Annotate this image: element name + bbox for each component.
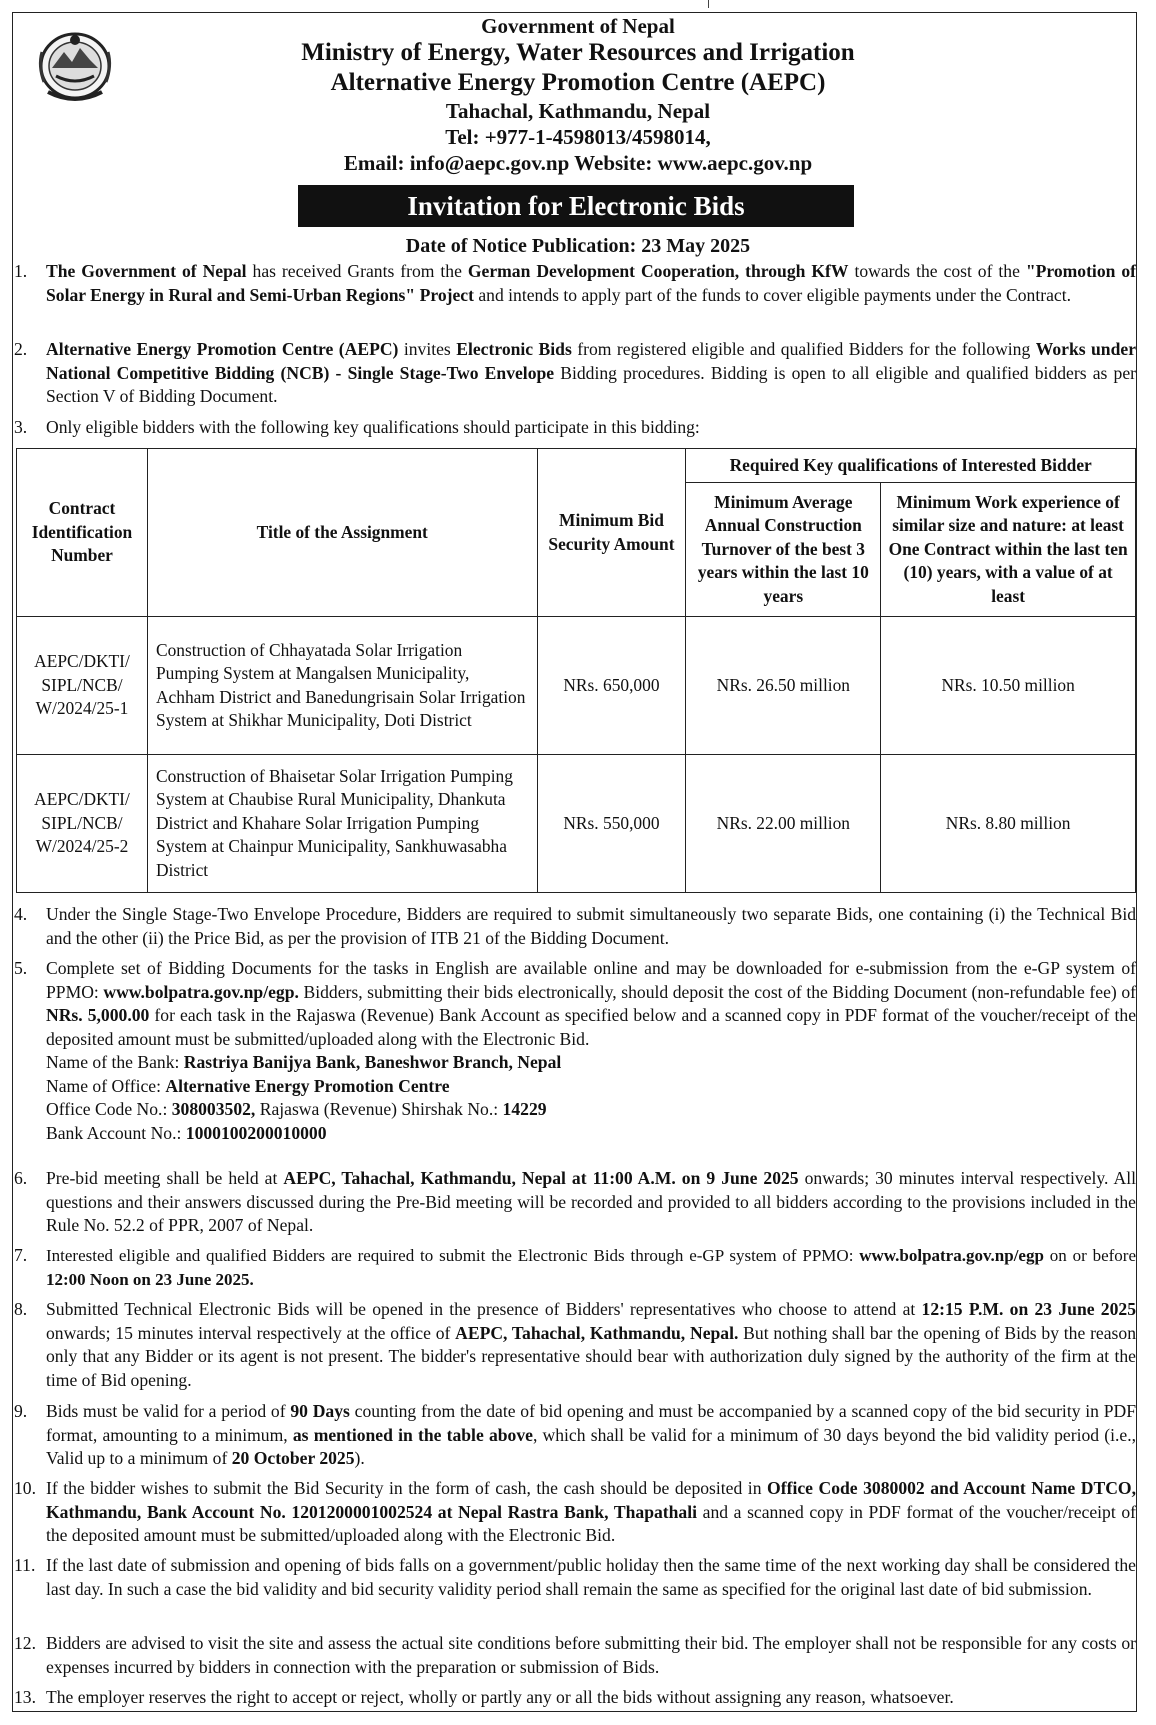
clause-text: Under the Single Stage-Two Envelope Procedure, Bidders are required to submit simultaneously two separate Bids, one containing (i) the Technical Bid and the other (ii) the Price Bid, as per the provision of ITB 21 of the Bidding Document. <box>46 904 1136 948</box>
clause-text: The Government of Nepal has received Grants from the German Development Cooperation, through KfW towards the cost of the "Promotion of Solar Energy in Rural and Semi-Urban Regions" Project and intends to apply part of the funds to cover eligible payments under the Contract. <box>46 261 1136 305</box>
clause-text: Bids must be valid for a period of 90 Days counting from the date of bid opening and must be accompanied by a scanned copy of the bid security in PDF format, amounting to a minimum, as mentioned in the table above, which shall be valid for a minimum of 30 days beyond the bid validity period (i.e., Valid up to a minimum of 20 October 2025). <box>46 1401 1137 1468</box>
header-required-qualifications: Required Key qualifications of Interested Bidder <box>686 449 1136 483</box>
clause-9 <box>14 1400 1136 1471</box>
header-contract-id: Contract Identification Number <box>17 449 148 617</box>
experience-cell: NRs. 8.80 million <box>881 755 1136 893</box>
clause-13 <box>14 1686 1136 1710</box>
clause-10 <box>14 1477 1136 1548</box>
clause-1 <box>14 260 1136 307</box>
clause-3 <box>14 416 1136 440</box>
contract-id-cell: AEPC/DKTI/ SIPL/NCB/ W/2024/25-2 <box>17 755 148 893</box>
clause-number: 13. <box>14 1687 36 1707</box>
experience-cell: NRs. 10.50 million <box>881 617 1136 755</box>
contract-id-cell: AEPC/DKTI/ SIPL/NCB/ W/2024/25-1 <box>17 617 148 755</box>
security-cell: NRs. 550,000 <box>537 755 686 893</box>
clause-text: Submitted Technical Electronic Bids will be opened in the presence of Bidders' representatives who choose to attend at 12:15 P.M. on 23 June 2025 onwards; 15 minutes interval respectively at the office of AEPC, Tahachal, Kathmandu, Nepal. But nothing shall bar the opening of Bids by the reason only that any Bidder or its agent is not present. The bidder's representative should bear with authorization duly signed by the authority of the firm at the time of Bid opening. <box>46 1299 1136 1390</box>
clause-number: 5. <box>14 958 28 978</box>
clause-text: Only eligible bidders with the following key qualifications should participate in this bidding: <box>46 417 700 437</box>
ministry-line: Ministry of Energy, Water Resources and Irrigation <box>301 39 855 66</box>
header <box>0 14 1156 176</box>
clause-6 <box>14 1167 1136 1238</box>
table-row <box>17 755 1136 893</box>
scan-mark <box>708 0 709 8</box>
header-experience: Minimum Work experience of similar size and nature: at least One Contract within the last ten (10) years, with a value of at least <box>881 483 1136 617</box>
publication-date: Date of Notice Publication: 23 May 2025 <box>405 235 751 257</box>
notice-title: Invitation for Electronic Bids <box>298 185 854 227</box>
clause-text: Alternative Energy Promotion Centre (AEPC) invites Electronic Bids from registered eligible and qualified Bidders for the following Works under National Competitive Bidding (NCB) - Single Stage-Two Envelope Bidding procedures. Bidding is open to all eligible and qualified bidders as per Section V of Bidding Document. <box>46 339 1136 406</box>
header-turnover: Minimum Average Annual Construction Turnover of the best 3 years within the last 10 years <box>686 483 881 617</box>
clause-12 <box>14 1632 1136 1679</box>
clause-text: Bidders are advised to visit the site and assess the actual site conditions before submitting their bid. The employer shall not be responsible for any costs or expenses incurred by bidders in connection with the preparation or submission of Bids. <box>46 1633 1136 1677</box>
clause-text: Interested eligible and qualified Bidders are required to submit the Electronic Bids through e-GP system of PPMO: www.bolpatra.gov.np/egp on or before 12:00 Noon on 23 June 2025. <box>46 1246 1136 1289</box>
security-cell: NRs. 650,000 <box>537 617 686 755</box>
government-line: Government of Nepal <box>481 14 675 38</box>
header-bid-security: Minimum Bid Security Amount <box>537 449 686 617</box>
clause-text: If the bidder wishes to submit the Bid Security in the form of cash, the cash should be deposited in Office Code 3080002 and Account Name DTCO, Kathmandu, Bank Account No. 1201200001002524 at Nepal Rastra Bank, Thapathali and a scanned copy in PDF format of the voucher/receipt of the deposited amount must be submitted/uploaded along with the Electronic Bid. <box>46 1478 1136 1545</box>
clause-number: 11. <box>14 1555 36 1575</box>
turnover-cell: NRs. 26.50 million <box>686 617 881 755</box>
clause-text: Pre-bid meeting shall be held at AEPC, Tahachal, Kathmandu, Nepal at 11:00 A.M. on 9 June 2025 onwards; 30 minutes interval respectively. All questions and their answers discussed during the Pre-Bid meeting will be recorded and provided to all bidders according to the provisions included in the Rule No. 52.2 of PPR, 2007 of Nepal. <box>46 1168 1136 1235</box>
table-row <box>17 617 1136 755</box>
header-title: Title of the Assignment <box>147 449 537 617</box>
clause-number: 4. <box>14 904 28 924</box>
clause-number: 8. <box>14 1299 28 1319</box>
clause-8 <box>14 1298 1136 1392</box>
clause-7 <box>14 1244 1136 1291</box>
qualification-table <box>16 448 1136 893</box>
clause-number: 6. <box>14 1168 28 1188</box>
clause-number: 12. <box>14 1633 36 1653</box>
address-line: Tahachal, Kathmandu, Nepal <box>445 99 711 123</box>
title-cell: Construction of Chhayatada Solar Irrigation Pumping System at Mangalsen Municipality, Achham District and Banedungrisain Solar Irrigation System at Shikhar Municipality, Doti District <box>147 617 537 755</box>
clause-number: 2. <box>14 339 28 359</box>
clause-number: 10. <box>14 1478 36 1498</box>
title-cell: Construction of Bhaisetar Solar Irrigation Pumping System at Chaubise Rural Municipality, Dhankuta District and Khahare Solar Irrigation Pumping System at Chainpur Municipality, Sankhuwasabha District <box>147 755 537 893</box>
office-code-line: Office Code No.: 308003502, Rajaswa (Revenue) Shirshak No.: 14229 <box>46 1099 547 1119</box>
clause-number: 3. <box>14 417 28 437</box>
clause-11 <box>14 1554 1136 1601</box>
clause-4 <box>14 903 1136 950</box>
turnover-cell: NRs. 22.00 million <box>686 755 881 893</box>
clause-2 <box>14 338 1136 409</box>
clause-number: 9. <box>14 1401 28 1421</box>
clause-text: If the last date of submission and opening of bids falls on a government/public holiday then the same time of the next working day shall be considered the last day. In such a case the bid validity and bid security validity period shall remain the same as specified for the original last date of bid submission. <box>46 1555 1136 1599</box>
clause-number: 1. <box>14 261 28 281</box>
office-name-line: Name of Office: Alternative Energy Promotion Centre <box>46 1075 450 1096</box>
tel-line: Tel: +977-1-4598013/4598014, <box>445 125 711 149</box>
clause-text: The employer reserves the right to accept or reject, wholly or partly any or all the bids without assigning any reason, whatsoever. <box>46 1687 954 1707</box>
email-line: Email: info@aepc.gov.np Website: www.aepc.gov.np <box>343 151 813 175</box>
clause-number: 7. <box>14 1245 28 1265</box>
clause-5 <box>14 957 1136 1145</box>
clause-text: Complete set of Bidding Documents for the tasks in English are available online and may be downloaded for e-submission from the e-GP system of PPMO: www.bolpatra.gov.np/egp. Bidders, submitting their bids electronically, should deposit the cost of the Bidding Document (non-refundable fee) of NRs. 5,000.00 for each task in the Rajaswa (Revenue) Bank Account as specified below and a scanned copy in PDF format of the voucher/receipt of the deposited amount must be submitted/uploaded along with the Electronic Bid. <box>46 958 1136 1049</box>
bank-account-line: Bank Account No.: 1000100200010000 <box>46 1122 327 1143</box>
centre-line: Alternative Energy Promotion Centre (AEPC) <box>330 69 826 96</box>
bank-name-line: Name of the Bank: Rastriya Banijya Bank, Baneshwor Branch, Nepal <box>46 1052 562 1072</box>
